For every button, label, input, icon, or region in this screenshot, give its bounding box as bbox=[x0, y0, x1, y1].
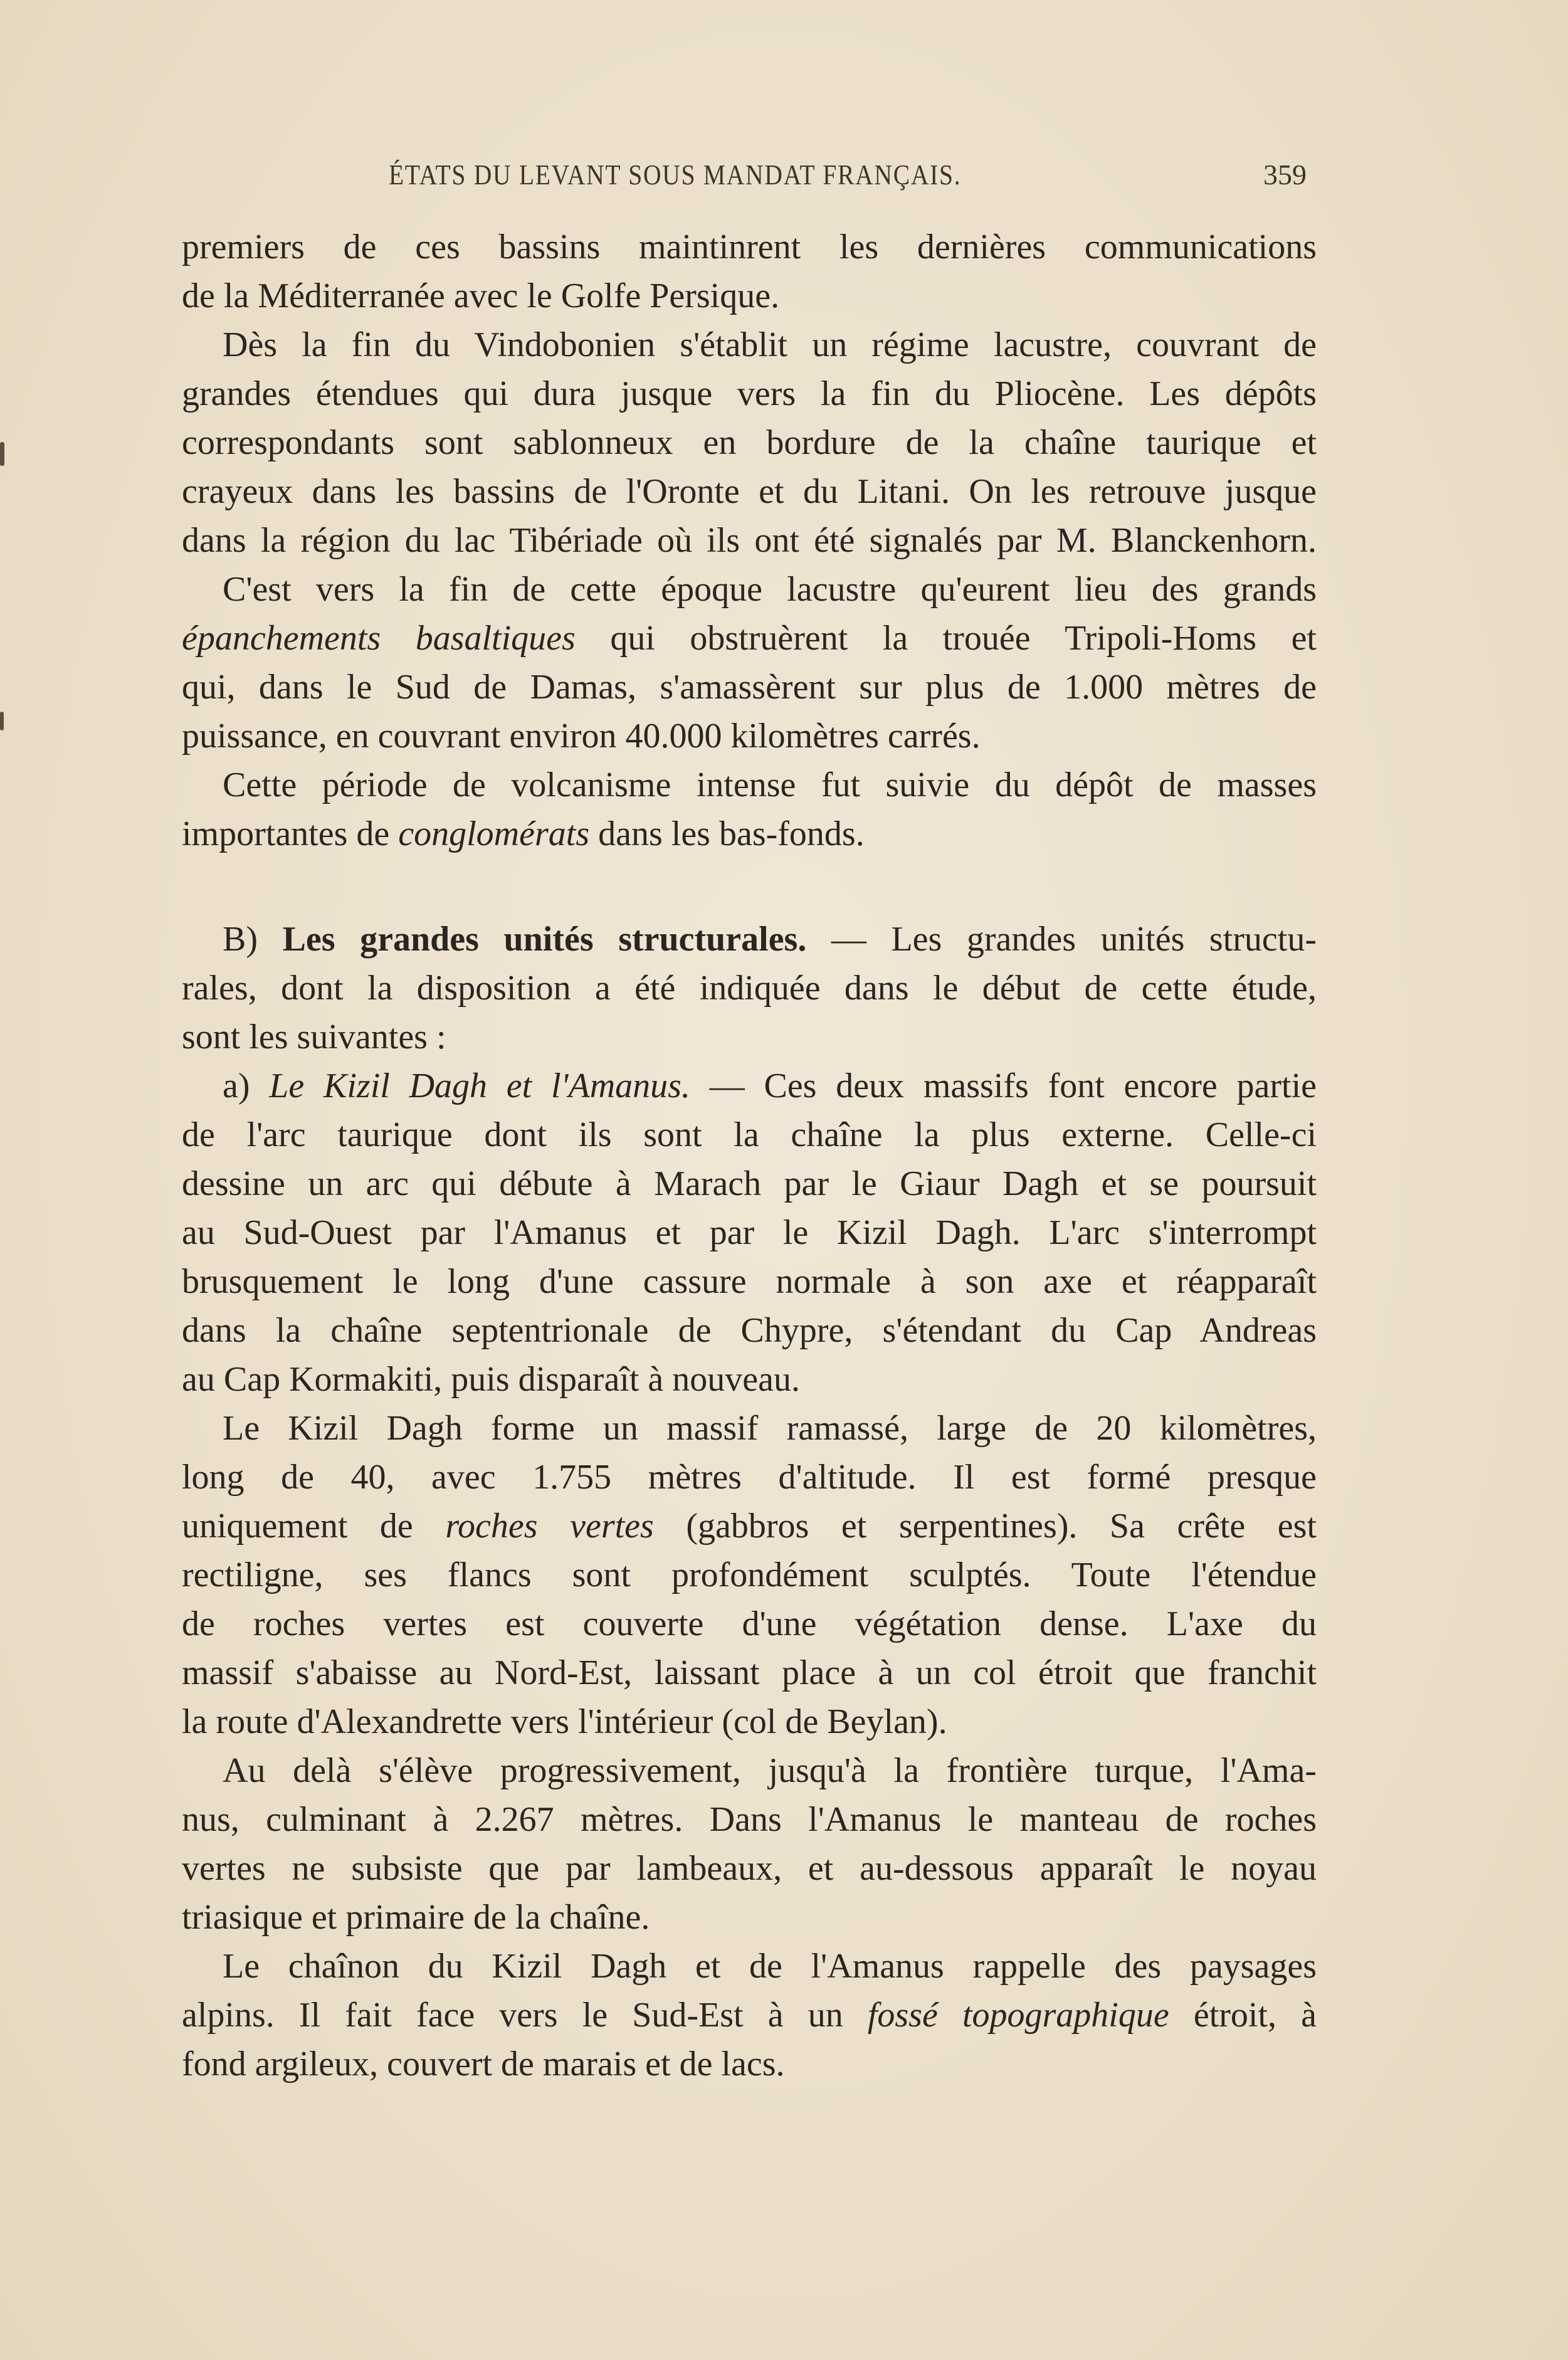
text-span: grandes étendues qui dura jusque vers la fin du Pliocène. Les dépôts bbox=[182, 374, 1317, 413]
text-line bbox=[182, 1506, 1317, 1546]
text-span: uniquement de bbox=[182, 1507, 446, 1546]
text-span: dessine un arc qui débute à Marach par le Giaur Dagh et se poursuit bbox=[182, 1164, 1317, 1203]
text-line bbox=[182, 227, 1317, 267]
text-span: premiers de ces bassins maintinrent les dernières communications bbox=[182, 228, 1317, 266]
text-line bbox=[182, 1213, 1317, 1253]
text-span: Le Kizil Dagh forme un massif ramassé, large de 20 kilomètres, bbox=[223, 1409, 1317, 1448]
italic-span: conglomérats bbox=[398, 814, 590, 853]
text-span: de la Méditerranée avec le Golfe Persique. bbox=[182, 277, 780, 315]
text-span: dans la région du lac Tibériade où ils ont été signalés par M. Blanckenhorn. bbox=[182, 521, 1317, 560]
text-span: alpins. Il fait face vers le Sud-Est à un bbox=[182, 1996, 868, 2035]
text-span: Le chaînon du Kizil Dagh et de l'Amanus rappelle des paysages bbox=[223, 1947, 1317, 1986]
text-span: Au delà s'élève progressivement, jusqu'à la frontière turque, l'Ama- bbox=[223, 1751, 1317, 1790]
text-span: de roches vertes est couverte d'une végétation dense. L'axe du bbox=[182, 1604, 1317, 1643]
text-span: la route d'Alexandrette vers l'intérieur (col de Beylan). bbox=[182, 1702, 947, 1741]
text-line bbox=[182, 1799, 1317, 1840]
running-title: ÉTATS DU LEVANT SOUS MANDAT FRANÇAIS. bbox=[389, 159, 962, 191]
text-span: Dès la fin du Vindobonien s'établit un régime lacustre, couvrant de bbox=[223, 325, 1317, 364]
text-line bbox=[182, 520, 1317, 561]
text-span: brusquement le long d'une cassure normale à son axe et réapparaît bbox=[182, 1262, 1317, 1301]
text-span: au Cap Kormakiti, puis disparaît à nouveau. bbox=[182, 1360, 800, 1399]
text-line bbox=[182, 423, 1317, 463]
text-line bbox=[182, 1702, 1317, 1742]
text-span: sont les suivantes : bbox=[182, 1018, 446, 1056]
text-line bbox=[182, 1310, 1317, 1351]
text-line bbox=[182, 1555, 1317, 1595]
text-line bbox=[182, 1017, 1317, 1057]
text-span: au Sud-Ouest par l'Amanus et par le Kizil Dagh. L'arc s'interrompt bbox=[182, 1213, 1317, 1252]
text-line bbox=[182, 1604, 1317, 1644]
text-line bbox=[182, 1457, 1317, 1497]
text-line bbox=[223, 1066, 1317, 1106]
text-line bbox=[182, 374, 1317, 414]
text-line bbox=[182, 2044, 1317, 2084]
text-span: long de 40, avec 1.755 mètres d'altitude. Il est formé presque bbox=[182, 1458, 1317, 1497]
italic-span: Le Kizil Dagh et l'Amanus. bbox=[269, 1067, 690, 1105]
text-line bbox=[223, 1751, 1317, 1791]
text-span: qui obstruèrent la trouée Tripoli-Homs et bbox=[575, 619, 1317, 658]
margin-mark bbox=[0, 442, 4, 466]
bold-span: Les grandes unités structurales. bbox=[282, 920, 807, 959]
text-span: B) bbox=[223, 920, 283, 959]
italic-span: fossé topographique bbox=[867, 1996, 1169, 2035]
text-span: importantes de bbox=[182, 814, 399, 853]
text-line bbox=[182, 1995, 1317, 2035]
text-span: correspondants sont sablonneux en bordure de la chaîne taurique et bbox=[182, 423, 1317, 462]
text-span: fond argileux, couvert de marais et de lacs. bbox=[182, 2045, 785, 2083]
text-line bbox=[182, 814, 1317, 854]
margin-mark bbox=[0, 712, 4, 730]
text-span: rales, dont la disposition a été indiquée dans le début de cette étude, bbox=[182, 969, 1317, 1008]
italic-span: épanchements basaltiques bbox=[182, 619, 576, 658]
text-line bbox=[182, 667, 1317, 707]
text-line bbox=[223, 765, 1317, 805]
text-span: a) bbox=[223, 1067, 270, 1105]
text-span: rectiligne, ses flancs sont profondément sculptés. Toute l'étendue bbox=[182, 1556, 1317, 1594]
text-span: vertes ne subsiste que par lambeaux, et au-dessous apparaît le noyau bbox=[182, 1849, 1317, 1888]
page-number: 359 bbox=[1263, 159, 1307, 191]
text-line bbox=[223, 1946, 1317, 1986]
text-line bbox=[182, 1359, 1317, 1399]
text-line bbox=[182, 1115, 1317, 1155]
text-span: dans les bas-fonds. bbox=[589, 814, 865, 853]
text-line bbox=[223, 919, 1317, 959]
text-line bbox=[223, 1408, 1317, 1448]
text-span: — Ces deux massifs font encore partie bbox=[690, 1067, 1317, 1105]
text-line bbox=[182, 1262, 1317, 1302]
text-line bbox=[182, 1164, 1317, 1204]
text-span: triasique et primaire de la chaîne. bbox=[182, 1898, 650, 1937]
text-line bbox=[182, 716, 1317, 756]
text-line bbox=[223, 569, 1317, 609]
text-line bbox=[182, 471, 1317, 512]
text-span: Cette période de volcanisme intense fut suivie du dépôt de masses bbox=[223, 766, 1317, 804]
text-span: dans la chaîne septentrionale de Chypre, s'étendant du Cap Andreas bbox=[182, 1311, 1317, 1350]
text-span: C'est vers la fin de cette époque lacustre qu'eurent lieu des grands bbox=[223, 570, 1317, 609]
text-span: étroit, à bbox=[1169, 1996, 1317, 2035]
text-line bbox=[182, 618, 1317, 658]
text-span: nus, culminant à 2.267 mètres. Dans l'Amanus le manteau de roches bbox=[182, 1800, 1317, 1839]
text-span: de l'arc taurique dont ils sont la chaîne la plus externe. Celle-ci bbox=[182, 1115, 1317, 1154]
text-line bbox=[182, 1653, 1317, 1693]
text-line bbox=[182, 968, 1317, 1008]
text-span: massif s'abaisse au Nord-Est, laissant place à un col étroit que franchit bbox=[182, 1653, 1317, 1692]
text-span: (gabbros et serpentines). Sa crête est bbox=[653, 1507, 1317, 1546]
text-line bbox=[182, 1848, 1317, 1889]
text-line bbox=[182, 276, 1317, 316]
text-line bbox=[223, 325, 1317, 365]
text-span: — Les grandes unités structu- bbox=[806, 920, 1317, 959]
text-line bbox=[182, 1897, 1317, 1937]
text-span: qui, dans le Sud de Damas, s'amassèrent sur plus de 1.000 mètres de bbox=[182, 668, 1317, 707]
italic-span: roches vertes bbox=[445, 1507, 654, 1546]
running-head bbox=[389, 158, 1187, 196]
text-span: crayeux dans les bassins de l'Oronte et du Litani. On les retrouve jusque bbox=[182, 472, 1317, 511]
text-span: puissance, en couvrant environ 40.000 kilomètres carrés. bbox=[182, 717, 981, 756]
